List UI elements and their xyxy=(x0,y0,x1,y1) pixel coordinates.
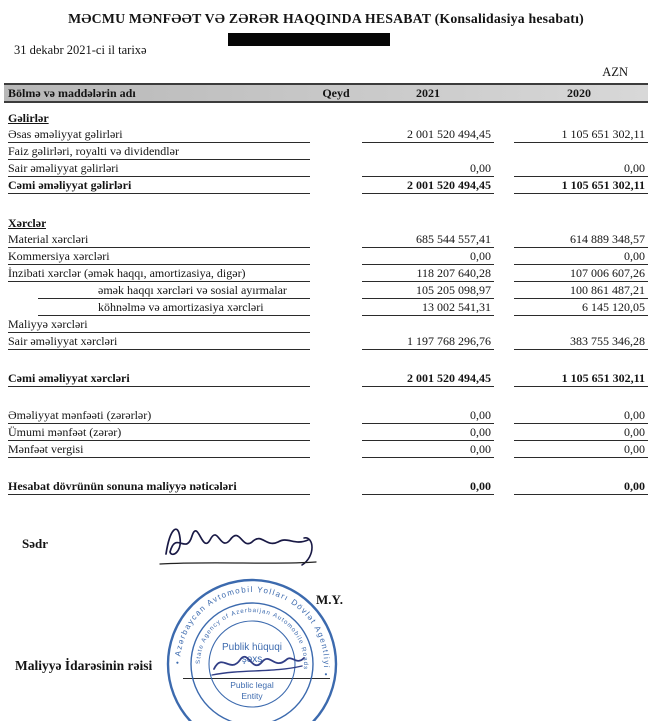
table-row xyxy=(8,143,648,160)
table-row xyxy=(8,407,648,424)
row-value-2021: 105 205 098,97 xyxy=(362,283,494,299)
row-label: İnzibati xərclər (əmək haqqı, amortizasiya, digər) xyxy=(8,266,310,282)
table-row xyxy=(8,333,648,350)
table-row xyxy=(8,441,648,458)
row-value-2020: 1 105 651 302,11 xyxy=(514,178,648,194)
row-label: Ümumi mənfəət (zərər) xyxy=(8,425,310,441)
table-rows xyxy=(0,103,652,495)
row-label: Hesabat dövrünün sonuna maliyyə nəticələri xyxy=(8,479,310,495)
row-value-2021: 2 001 520 494,45 xyxy=(362,127,494,143)
row-value-2021: 2 001 520 494,45 xyxy=(362,178,494,194)
table-row xyxy=(8,370,648,387)
chairman-label: Sədr xyxy=(22,536,48,551)
row-spacer xyxy=(8,458,648,478)
table-row xyxy=(8,126,648,143)
row-value-2021: 685 544 557,41 xyxy=(362,232,494,248)
row-label: Sair əməliyyat xərcləri xyxy=(8,334,310,350)
row-label: Maliyyə xərcləri xyxy=(8,317,310,333)
header-year-2020: 2020 xyxy=(567,85,591,100)
row-label: Cəmi əməliyyat xərcləri xyxy=(8,371,310,387)
table-row xyxy=(8,299,648,316)
row-value-2020: 1 105 651 302,11 xyxy=(514,371,648,387)
row-spacer xyxy=(8,387,648,407)
row-label: Əsas əməliyyat gəlirləri xyxy=(8,127,310,143)
stamp-center-line3: Public legal xyxy=(230,680,274,690)
stamp-ring-inner-text: State Agency of Azerbaijan Automobile Roads xyxy=(194,606,310,671)
row-label: Xərclər xyxy=(8,216,47,230)
row-value-2021: 13 002 541,31 xyxy=(362,300,494,316)
header-note: Qeyd xyxy=(322,85,350,100)
row-value-2020: 0,00 xyxy=(514,442,648,458)
table-row xyxy=(8,248,648,265)
row-label: köhnəlmə və amortizasiya xərcləri xyxy=(38,300,310,316)
row-value-2020: 0,00 xyxy=(514,161,648,177)
currency-label: AZN xyxy=(602,65,628,79)
stamp-ring-outer-text: • Azərbaycan Avtomobil Yolları Dövlət Agentliyi • xyxy=(172,584,332,678)
table-row xyxy=(8,282,648,299)
table-row xyxy=(8,109,648,126)
row-label: Gəlirlər xyxy=(8,111,49,125)
table-row xyxy=(8,424,648,441)
row-value-2021: 0,00 xyxy=(362,249,494,265)
row-value-2020: 383 755 346,28 xyxy=(514,334,648,350)
report-date: 31 dekabr 2021-ci il tarixə xyxy=(14,43,147,57)
row-value-2021: 0,00 xyxy=(362,425,494,441)
stamp-center-line1: Publik hüquqi xyxy=(221,642,283,653)
header-year-2021: 2021 xyxy=(416,85,440,100)
stamp-center-line2: şəxs xyxy=(241,654,263,665)
row-label: Mənfəət vergisi xyxy=(8,442,310,458)
report-title: MƏCMU MƏNFƏƏT VƏ ZƏRƏR HAQQINDA HESABAT (Konsalidasiya hesabatı) xyxy=(68,11,584,26)
row-value-2020: 1 105 651 302,11 xyxy=(514,127,648,143)
row-label: Kommersiya xərcləri xyxy=(8,249,310,265)
row-value-2020: 100 861 487,21 xyxy=(514,283,648,299)
redaction-bar xyxy=(228,33,390,46)
row-spacer xyxy=(8,194,648,214)
stamp-center-line4: Entity xyxy=(241,691,263,701)
row-value-2020: 107 006 607,26 xyxy=(514,266,648,282)
chairman-signature xyxy=(156,512,324,572)
table-row xyxy=(8,231,648,248)
row-label: Cəmi əməliyyat gəlirləri xyxy=(8,178,310,194)
table-row xyxy=(8,160,648,177)
row-label: əmək haqqı xərcləri və sosial ayırmalar xyxy=(38,283,310,299)
row-spacer xyxy=(8,350,648,370)
row-label: Material xərcləri xyxy=(8,232,310,248)
row-value-2021: 1 197 768 296,76 xyxy=(362,334,494,350)
table-row xyxy=(8,265,648,282)
row-value-2020: 0,00 xyxy=(514,249,648,265)
table-header-row xyxy=(4,83,648,103)
official-stamp xyxy=(162,574,342,721)
table-row xyxy=(8,177,648,194)
table-row xyxy=(8,316,648,333)
table-row xyxy=(8,478,648,495)
row-value-2020: 0,00 xyxy=(514,425,648,441)
row-value-2021: 0,00 xyxy=(362,408,494,424)
row-value-2021: 0,00 xyxy=(362,479,494,495)
row-value-2020: 614 889 348,57 xyxy=(514,232,648,248)
row-value-2020: 6 145 120,05 xyxy=(514,300,648,316)
header-section-name: Bölmə və maddələrin adı xyxy=(8,85,136,100)
row-value-2021: 0,00 xyxy=(362,161,494,177)
row-value-2021: 2 001 520 494,45 xyxy=(362,371,494,387)
row-label: Faiz gəlirləri, royalti və dividendlər xyxy=(8,144,310,160)
row-label: Əməliyyat mənfəəti (zərərlər) xyxy=(8,408,310,424)
row-value-2021: 0,00 xyxy=(362,442,494,458)
row-label: Sair əməliyyat gəlirləri xyxy=(8,161,310,177)
table-row xyxy=(8,214,648,231)
row-value-2021: 118 207 640,28 xyxy=(362,266,494,282)
finance-head-label: Maliyyə İdarəsinin rəisi xyxy=(15,658,153,673)
row-value-2020: 0,00 xyxy=(514,479,648,495)
seal-initials: M.Y. xyxy=(316,592,343,607)
row-value-2020: 0,00 xyxy=(514,408,648,424)
